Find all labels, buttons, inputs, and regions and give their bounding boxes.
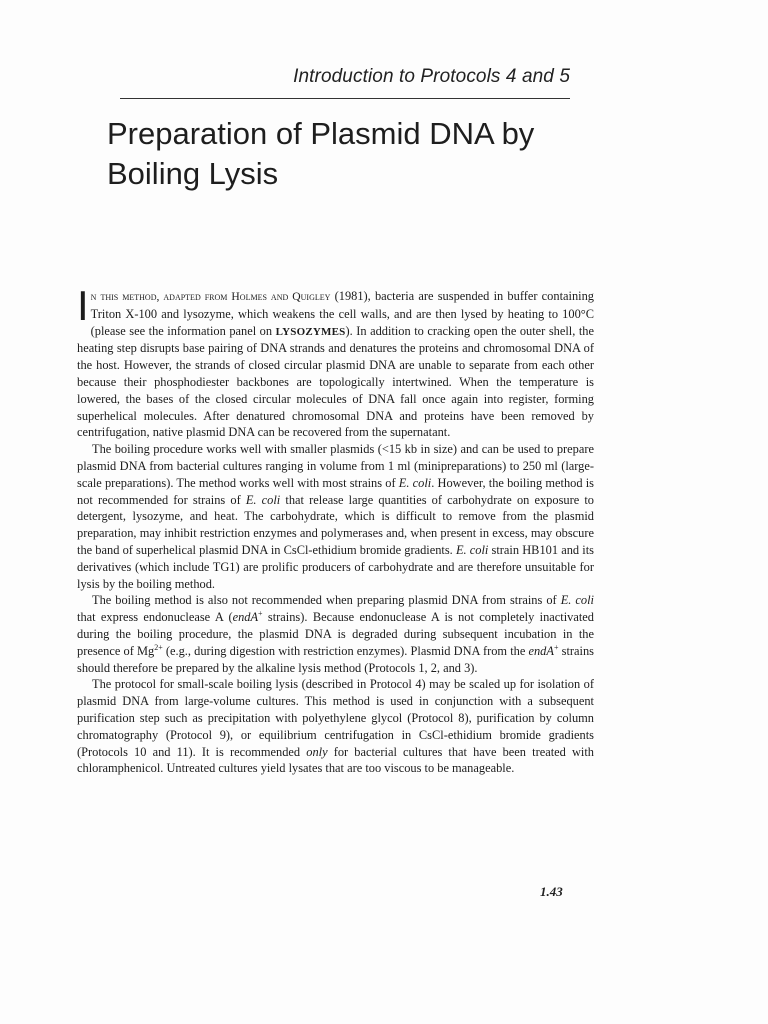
running-head: Introduction to Protocols 4 and 5 <box>293 66 570 87</box>
text-run: The boiling method is also not recommended when preparing plasmid DNA from strains of <box>92 593 561 608</box>
page-number: 1.43 <box>540 884 563 899</box>
title-line-1: Preparation of Plasmid DNA by <box>107 116 535 151</box>
title-line-2: Boiling Lysis <box>107 156 279 191</box>
gene-name: endA <box>232 610 259 625</box>
text-run: strains). Because endonuclease A is not completely inactivated during the boiling procedure, the plasmid DNA is degraded during subsequent incubation in the presence of Mg <box>77 610 594 658</box>
species-name: E. coli <box>455 542 489 557</box>
species-name: E. coli <box>560 593 594 608</box>
lead-in-small-caps: n this method, adapted from Holmes and Quigley <box>90 290 331 303</box>
text-run: strain HB101 and its derivatives (which include TG1) are prolific producers of carbohydrate and are therefore unsuitable for lysis by the boiling method. <box>77 542 594 591</box>
paragraph-2 <box>77 441 594 592</box>
text-run: that express endonuclease A ( <box>77 610 233 625</box>
gene-name: endA <box>528 643 554 658</box>
text-run: The boiling procedure works well with smaller plasmids (<15 kb in size) and can be used to prepare plasmid DNA from bacterial cultures ranging in volume from 1 ml (minipreparations) to 250 ml (large-scale preparations). The method works well with most strains of <box>77 442 594 490</box>
species-name: E. coli <box>245 492 281 507</box>
paragraph-1 <box>77 282 594 441</box>
superscript: + <box>553 642 559 652</box>
species-name: E. coli <box>398 475 432 490</box>
emphasis: only <box>306 744 328 759</box>
text-run: strains should therefore be prepared by the alkaline lysis method (Protocols 1, 2, and 3). <box>77 643 594 675</box>
text-run: that release large quantities of carbohydrate on exposure to detergent, lysozyme, and heat. The carbohydrate, which is difficult to remove from the plasmid preparation, may inhibit restriction enzymes and polymerases and, when present in excess, may obscure the band of superhelical plasmid DNA in CsCl-ethidium bromide gradients. <box>77 492 594 557</box>
paragraph-4 <box>77 676 594 777</box>
text-run: (e.g., during digestion with restriction enzymes). Plasmid DNA from the <box>162 643 529 658</box>
info-panel-reference: LYSOZYMES <box>275 325 346 338</box>
header-rule <box>120 98 570 99</box>
superscript: + <box>258 609 263 619</box>
text-run: (1981), bacteria are suspended in buffer containing Triton X-100 and lysozyme, which weakens the cell walls, and are then lysed by heating to 100°C (please see the information panel on <box>90 289 594 338</box>
text-run: ). In addition to cracking open the outer shell, the heating step disrupts base pairing of DNA strands and denatures the proteins and chromosomal DNA of the host. However, the strands of closed circular plasmid DNA are unable to separate from each other because their phosphodiester backbones are topologically intertwined. When the temperature is lowered, the bases of the closed circular molecules of DNA fall once again into register, forming superhelical molecules. After denatured chromosomal DNA and proteins have been removed by centrifugation, native plasmid DNA can be recovered from the supernatant. <box>77 323 594 440</box>
text-run: The protocol for small-scale boiling lysis (described in Protocol 4) may be scaled up for isolation of plasmid DNA from large-volume cultures. This method is used in conjunction with a subsequent purification step such as precipitation with polyethylene glycol (Protocol 8), purification by column chromatography (Protocol 9), or equilibrium centrifugation in CsCl-ethidium bromide gradients (Protocols 10 and 11). It is recommended <box>77 677 594 759</box>
text-run: for bacterial cultures that have been treated with chloramphenicol. Untreated cultures yield lysates that are too viscous to be manageable. <box>77 744 594 776</box>
page-title <box>107 114 667 194</box>
drop-cap: I <box>77 282 89 329</box>
text-run: . However, the boiling method is not recommended for strains of <box>77 475 595 507</box>
paragraph-3 <box>77 592 594 676</box>
superscript: 2+ <box>154 642 163 652</box>
body-text <box>77 282 595 777</box>
